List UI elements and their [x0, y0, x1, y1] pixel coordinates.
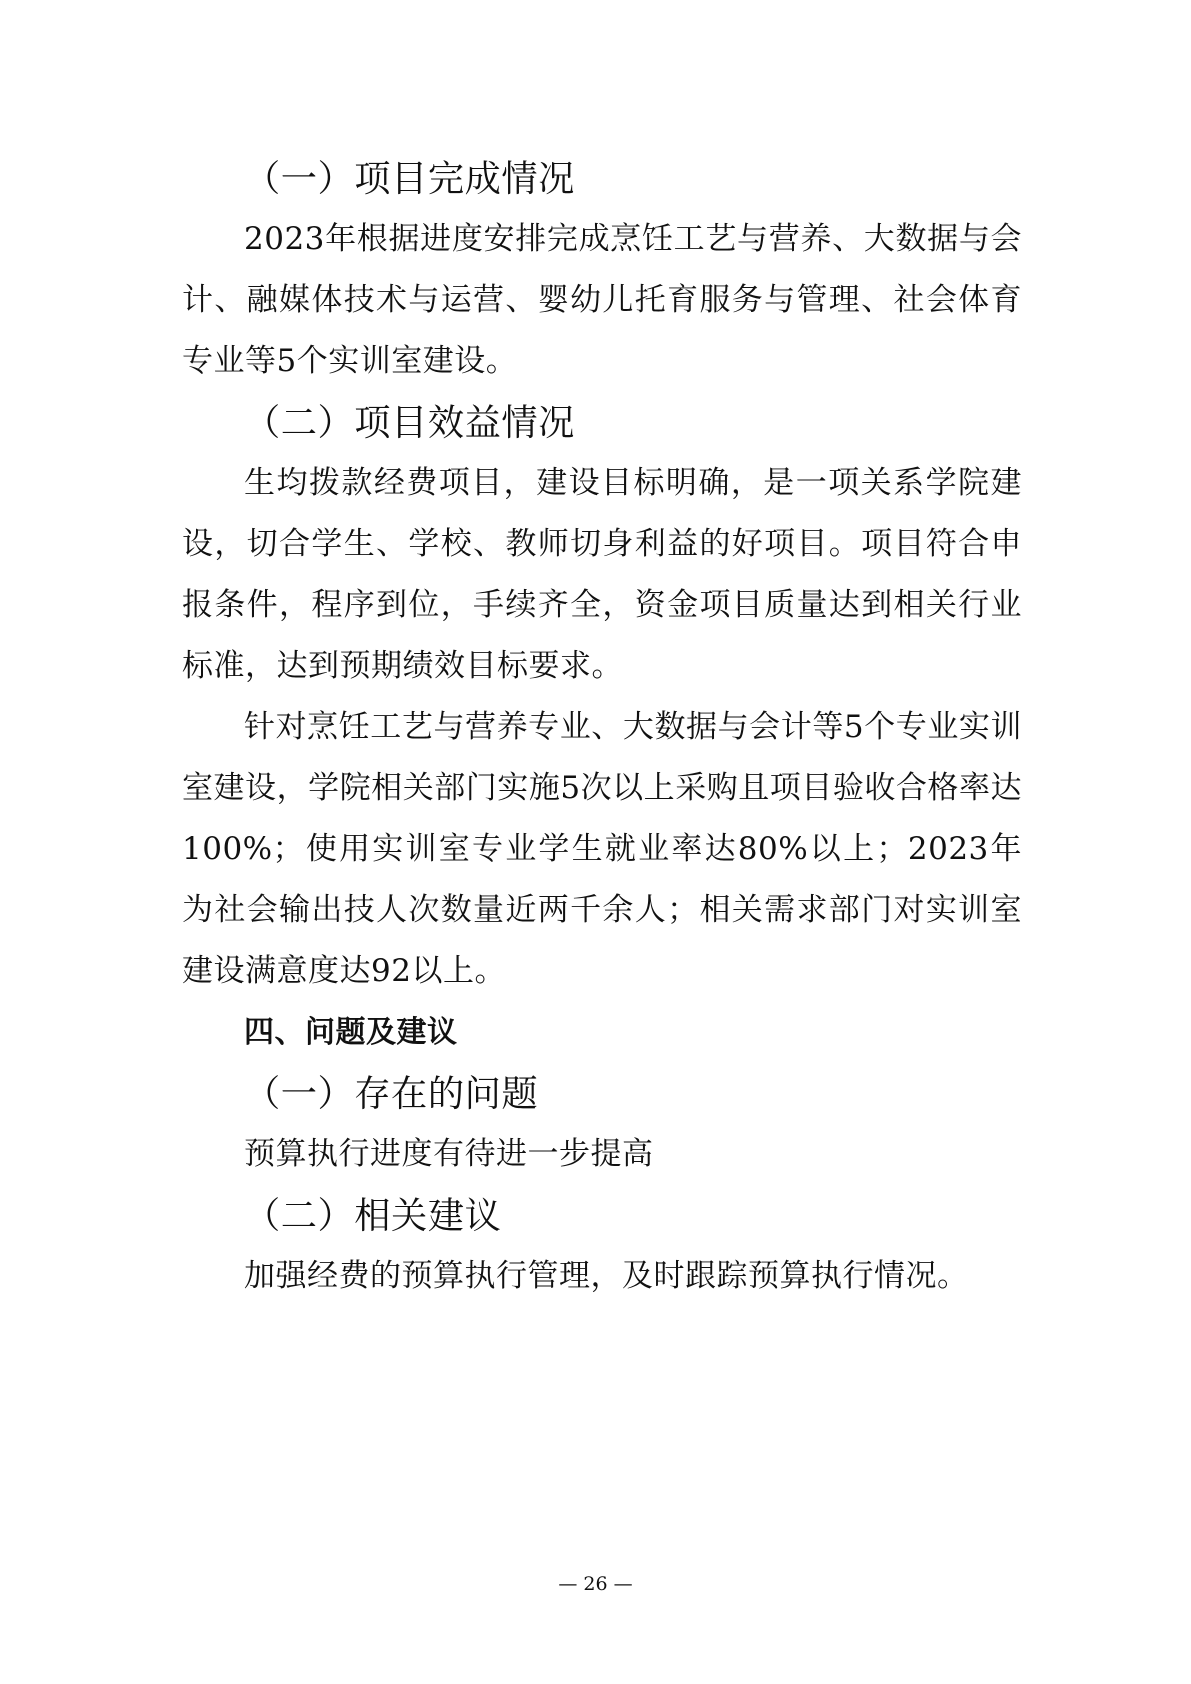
completion-heading: （一）项目完成情况 [244, 157, 575, 200]
existing-problems-heading: （一）存在的问题 [244, 1072, 539, 1115]
completion-paragraph: 2023年根据进度安排完成烹饪工艺与营养、大数据与会计、融媒体技术与运营、婴幼儿托育服务与管理、社会体育专业等5个实训室建设。 [182, 221, 1022, 379]
benefit-paragraph-2: 针对烹饪工艺与营养专业、大数据与会计等5个专业实训室建设，学院相关部门实施5次以上采购且项目验收合格率达100%；使用实训室专业学生就业率达80%以上；2023年为社会输出技人次数量近两千余人；相关需求部门对实训室建设满意度达92以上。 [182, 709, 1022, 989]
suggestions-heading: （二）相关建议 [244, 1194, 502, 1237]
existing-problems-text: 预算执行进度有待进一步提高 [244, 1136, 654, 1172]
page-number: — 26 — [558, 1573, 633, 1595]
benefit-heading: （二）项目效益情况 [244, 401, 575, 444]
page-content [182, 148, 1022, 1307]
benefit-paragraph-1: 生均拨款经费项目，建设目标明确，是一项关系学院建设，切合学生、学校、教师切身利益的好项目。项目符合申报条件，程序到位，手续齐全，资金项目质量达到相关行业标准，达到预期绩效目标要求。 [182, 465, 1022, 684]
problems-heading: 四、问题及建议 [244, 1015, 458, 1050]
suggestions-text: 加强经费的预算执行管理，及时跟踪预算执行情况。 [244, 1258, 969, 1294]
